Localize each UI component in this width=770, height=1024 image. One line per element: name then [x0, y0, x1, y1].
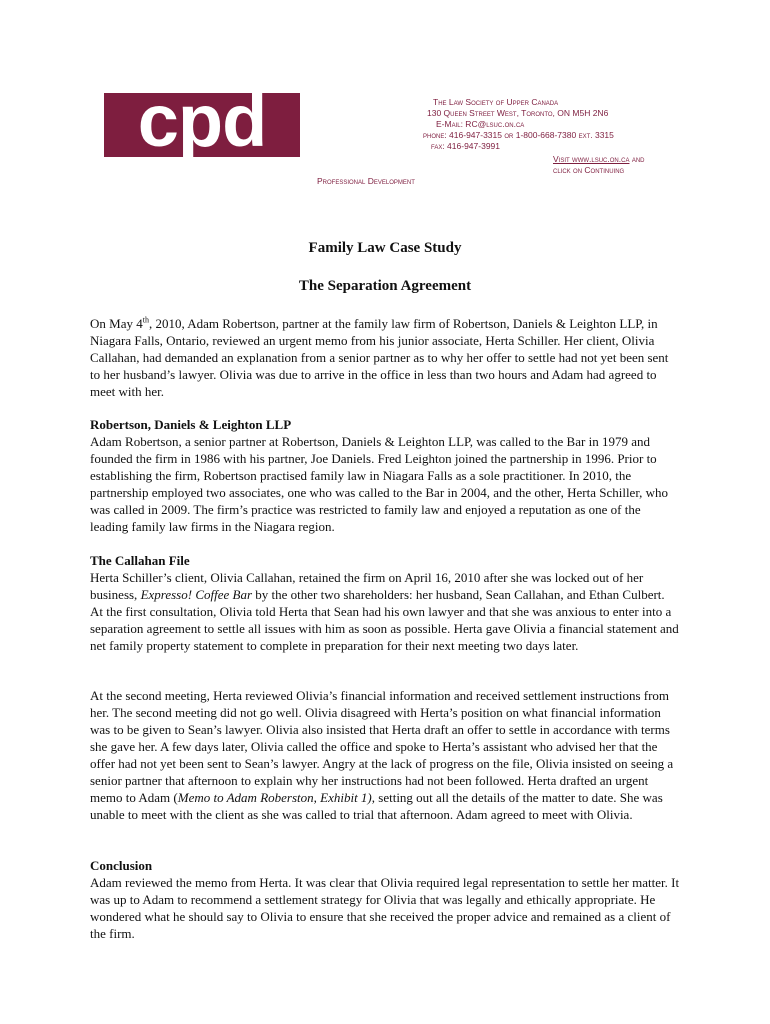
department-name: Professional Development [317, 176, 415, 186]
file-paragraph-2 [90, 687, 680, 823]
conclusion-paragraph: Adam reviewed the memo from Herta. It was clear that Olivia required legal representation to settle her matter. It was up to Adam to recommend a settlement strategy for Olivia that was legally and ethically appropriate. He wondered what he should say to Olivia to ensure that she received the proper advice and remained as a client of the firm. [90, 875, 680, 941]
visit-suffix: and [629, 154, 645, 164]
file-paragraph-1 [90, 569, 680, 654]
phone-number: phone: 416-947-3315 or 1-800-668-7380 ext. 3315 [423, 130, 614, 140]
exhibit-reference: Memo to Adam Roberston, Exhibit 1) [177, 790, 372, 805]
org-name: The Law Society of Upper Canada [433, 97, 559, 107]
website-link[interactable]: Visit www.lsuc.on.ca [553, 154, 630, 164]
intro-text-start: On May 4 [90, 316, 143, 331]
street-address: 130 Queen Street West, Toronto, ON M5H 2N6 [427, 108, 609, 118]
document-title: Family Law Case Study [308, 240, 462, 256]
file-heading: The Callahan File [90, 553, 190, 568]
business-name: Expresso! Coffee Bar [140, 587, 253, 602]
file-p2-text-a: At the second meeting, Herta reviewed Olivia’s financial information and received settlement instructions from her. The second meeting did not go well. Olivia disagreed with Herta’s position on what financial information was to be given to Sean’s lawyer. Olivia also insisted that Herta draft an offer to settle in accordance with terms she gave her. A few days later, Olivia called the office and spoke to Herta’s assistant who advised her that the offer had not yet been sent to Sean’s lawyer. Angry at the lack of progress on the file, Olivia insisted on seeing a senior partner that afternoon to explain why her instructions had not been followed. Herta drafted an urgent memo to Adam ( [90, 688, 674, 805]
conclusion-heading: Conclusion [90, 858, 153, 873]
click-line: click on Continuing [553, 165, 625, 175]
file-text-a: Herta Schiller’s client, Olivia Callahan, retained the firm on April 16, 2010 after she was locked out of her business, [90, 570, 644, 602]
visit-line [553, 154, 644, 165]
cpd-logo [104, 79, 300, 162]
file-text-b: by the other two shareholders: her husband, Sean Callahan, and Ethan Culbert. At the first consultation, Olivia told Herta that Sean had his own lawyer and that she was anxious to enter into a separation agreement to settle all issues with him as soon as possible. Herta gave Olivia a financial statement and net family property statement to complete in preparation for their next meeting two days later. [90, 587, 679, 653]
intro-paragraph [90, 315, 680, 400]
intro-text-rest: , 2010, Adam Robertson, partner at the family law firm of Robertson, Daniels & Leighton LLP, in Niagara Falls, Ontario, reviewed an urgent memo from his junior associate, Herta Schiller. Her client, Olivia Callahan, had demanded an explanation from a senior partner as to why her offer to settle had not yet been sent to her husband’s lawyer. Olivia was due to arrive in the office in less than two hours and Adam had agreed to meet with her. [90, 316, 669, 399]
firm-heading: Robertson, Daniels & Leighton LLP [90, 417, 292, 432]
document-subtitle: The Separation Agreement [298, 278, 472, 294]
file-p2-text-b: , setting out all the details of the matter to date. She was unable to meet with the client as she was called to trial that afternoon. Adam agreed to meet with Olivia. [90, 790, 663, 822]
email-address: E-Mail: RC@lsuc.on.ca [436, 119, 525, 129]
firm-paragraph: Adam Robertson, a senior partner at Robertson, Daniels & Leighton LLP, was called to the Bar in 1979 and founded the firm in 1986 with his partner, Joe Daniels. Fred Leighton joined the partnership in 1996. Prior to establishing the firm, Robertson practised family law in Niagara Falls as a sole practitioner. In 2010, the partnership employed two associates, one who was called to the Bar in 2004, and the other, Herta Schiller, who was called in 2009. The firm’s practice was restricted to family law and enjoyed a reputation as one of the leading family law firms in the Niagara region. [90, 434, 669, 534]
intro-superscript: th [142, 315, 149, 325]
fax-number: fax: 416-947-3991 [431, 141, 500, 151]
logo-text: cpd [137, 79, 267, 162]
